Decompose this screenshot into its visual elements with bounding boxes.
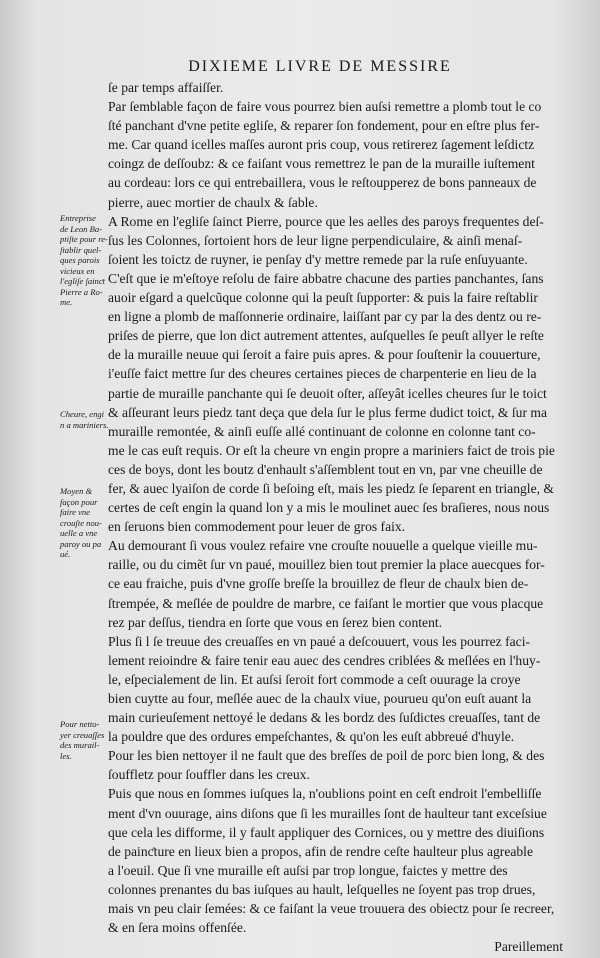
margin-note-line: uelle a vne — [60, 528, 98, 538]
margin-note-line: yer creuaſſes — [60, 729, 105, 740]
text-line: bien cuytte au four, meſlée auec de la chaulx viue, pourueu qu'on euſt auant la — [108, 691, 532, 706]
margin-note-cheure — [60, 409, 108, 430]
margin-note-line: de Leon Ba- — [60, 223, 103, 234]
margin-note-line: Pour netto- — [60, 719, 100, 729]
text-line: la pouldre que des ordures empeſchantes, & qu'on les euſt abbreué d'huyle. — [108, 729, 515, 745]
text-line: C'eſt que ie m'eſtoye reſolu de faire abbatre chacune des parties panchantes, ſans — [108, 270, 544, 286]
margin-note-nettoyer — [60, 719, 108, 761]
margin-note-line: des murail- — [60, 740, 100, 750]
text-line: me. Car quand icelles maſſes auront pris coup, vous retirerez ſagement leſdictz — [108, 137, 535, 153]
margin-note-line: vicieux en — [60, 265, 95, 276]
text-line: colonnes prenantes du bas iuſques au hault, leſquelles ne ſoyent pas trop drues, — [108, 881, 536, 897]
text-line: priſes de pierre, que lon dict autrement attentes, auſquelles ſe peuſt allyer le reſte — [108, 328, 544, 344]
text-line: raille, ou du cimẽt ſur vn paué, mouillez bien tout premier la place auecques for- — [108, 557, 545, 573]
text-line: de painƈture en lieux bien a propos, afin de rendre ceſte haulteur plus agreable — [108, 843, 533, 859]
text-line: au cordeau: lors ce qui entrebaillera, vous le reſtoupperez de bons panneaux de — [108, 175, 537, 191]
margin-note-line: paroy ou pa — [60, 538, 102, 549]
text-line: pierre, auec mortier de chaulx & ſable. — [108, 194, 318, 210]
margin-note-line: me. — [60, 297, 73, 307]
text-line: a l'oeuil. Que ſi vne muraille eſt auſsi par trop longue, faictes y mettre des — [108, 862, 508, 878]
text-line: ſoient les toictz de ruyner, ie penſay d'y mettre remede par la ruſe enſuyuante. — [108, 251, 528, 267]
text-line: main curieuſement nettoyé le dedans & les bordz des ſuſdictes creuaſſes, tant de — [108, 710, 541, 726]
margin-note-line: ptiſte pour re- — [60, 234, 108, 244]
margin-note-line: n a mariniers. — [60, 419, 109, 430]
margin-note-line: façon pour — [60, 496, 98, 507]
text-line: ment d'vn ouurage, ains diſons que ſi les murailles ſont de haulteur tant exceſsiue — [108, 805, 547, 821]
text-line: rez par deſſus, tiendra en ſorte que vous en ſerez bien content. — [108, 614, 443, 630]
text-line: & en ſera moins offenſée. — [108, 920, 247, 936]
margin-note-line: Moyen & — [60, 486, 93, 496]
catchword: Pareillement — [494, 939, 563, 955]
text-line: Par ſemblable façon de faire vous pourrez bien auſsi remettre a plomb tout le co — [108, 99, 542, 115]
text-line: muraille remontée, & ainſi euſſe allé continuant de colonne en colonne tant co- — [108, 423, 536, 439]
text-line: de la muraille neuue qui ſeroit a faire puis apres. & pour ſouſtenir la couuerture, — [108, 347, 541, 363]
text-line: ſté panchant d'vne petite egliſe, & reparer ſon fondement, pour en eſtre plus fer- — [108, 118, 540, 134]
margin-note-line: ſtablir quel- — [60, 244, 102, 255]
text-line: partie de muraille panchante qui ſe deuoit oſter, aſſeyât icelles cheures ſur le toict — [108, 385, 547, 401]
text-line: que cela les difforme, il y fault appliquer des Cornices, ou y mettre des diuiſions — [108, 824, 545, 840]
margin-note-line: faire vne — [60, 507, 90, 517]
margin-note-line: les. — [60, 750, 72, 761]
text-line: i'euſſe faict mettre ſur des cheures certaines pieces de charpenterie en lieu de la — [108, 366, 537, 382]
text-line: ce eau fraiche, puis d'vne groſſe breſſe la brouillez de fleur de chaulx bien de- — [108, 576, 529, 592]
margin-note-line: Pierre a Ro- — [60, 286, 103, 297]
margin-note-line: l'egliſe ſainƈt — [60, 276, 106, 286]
text-line: le, eſpecialement de lin. Et auſsi ſeroit fort commode a ceſt ouurage la croye — [108, 671, 521, 687]
text-line: certes de ceſt engin la quand lon y a mis le moulinet auec ſes braſieres, nous nous — [108, 500, 550, 516]
text-line: en ſeruons bien commodement pour leuer de gros faix. — [108, 519, 406, 535]
text-line: ſtrempée, & meſlée de pouldre de marbre, ce faiſant le mortier que vous placque — [108, 595, 544, 611]
margin-note-line: ques parois — [60, 255, 100, 265]
text-line: coingz de deſſoubz: & ce faiſant vous remettrez le pan de la muraille iuſtement — [108, 156, 535, 172]
text-line: fer, & auec lyaiſon de corde ſi beſoing eſt, mais les piedz ſe ſeparent en triangle, & — [108, 480, 554, 496]
text-line: en ligne a plomb de maſſonnerie ordinaire, laiſſant par cy par la des dentz ou re- — [108, 309, 542, 325]
margin-note-line: Cheure, engi — [60, 409, 105, 419]
running-header: DIXIEME LIVRE DE MESSIRE — [188, 58, 452, 75]
text-line: Puis que nous en ſommes iuſques la, n'oublions point en ceſt endroit l'embelliſſe — [108, 786, 542, 802]
text-line: ſe par temps affaiſſer. — [108, 80, 224, 95]
text-line: Plus ſi l ſe treuue des creuaſſes en vn paué a deſcouuert, vous les pourrez faci- — [108, 633, 531, 649]
text-line: ſus les Colonnes, ſortoient hors de leur ligne perpendiculaire, & ainſi menaſ- — [108, 232, 523, 248]
text-line: me le cas euſt requis. Or eſt la cheure vn engin propre a mariniers faict de trois pie — [108, 442, 555, 458]
text-line: ſouffletz pour ſouffler dans les creux. — [108, 767, 310, 783]
margin-note-moyen — [60, 486, 108, 560]
text-line: ces de boys, dont les boutz d'enhault s'aſſemblent tout en vn, par vne cheuille de — [108, 461, 543, 477]
margin-note-line: Entreprise — [60, 213, 96, 223]
text-line: A Rome en l'egliſe ſainct Pierre, pource que les aelles des paroys frequentes deſ- — [108, 213, 544, 229]
margin-note-entreprise — [60, 213, 108, 308]
margin-note-line: crouſte nou- — [60, 517, 102, 528]
text-line: Pour les bien nettoyer il ne fault que des breſſes de poil de porc bien long, & des — [108, 748, 545, 764]
body-text — [108, 78, 563, 956]
text-line: auoir eſgard a quelcũque colonne qui la peuſt ſupporter: & puis la faire reſtablir — [108, 290, 538, 306]
margin-note-line: ué. — [60, 549, 71, 559]
text-line: mais vn peu clair ſemées: & ce faiſant la veue trouuera des obiectz pour ſe recreer, — [108, 901, 555, 917]
text-line: Au demourant ſi vous voulez refaire vne crouſte nouuelle a quelque vieille mu- — [108, 538, 538, 554]
text-line: & aſſeurant leurs piedz tant deça que dela ſur le plus ferme dudict toict, & ſur ma — [108, 404, 547, 420]
text-line: lement reioindre & faire tenir eau auec des cendres criblées & meſlées en l'huy- — [108, 652, 541, 668]
